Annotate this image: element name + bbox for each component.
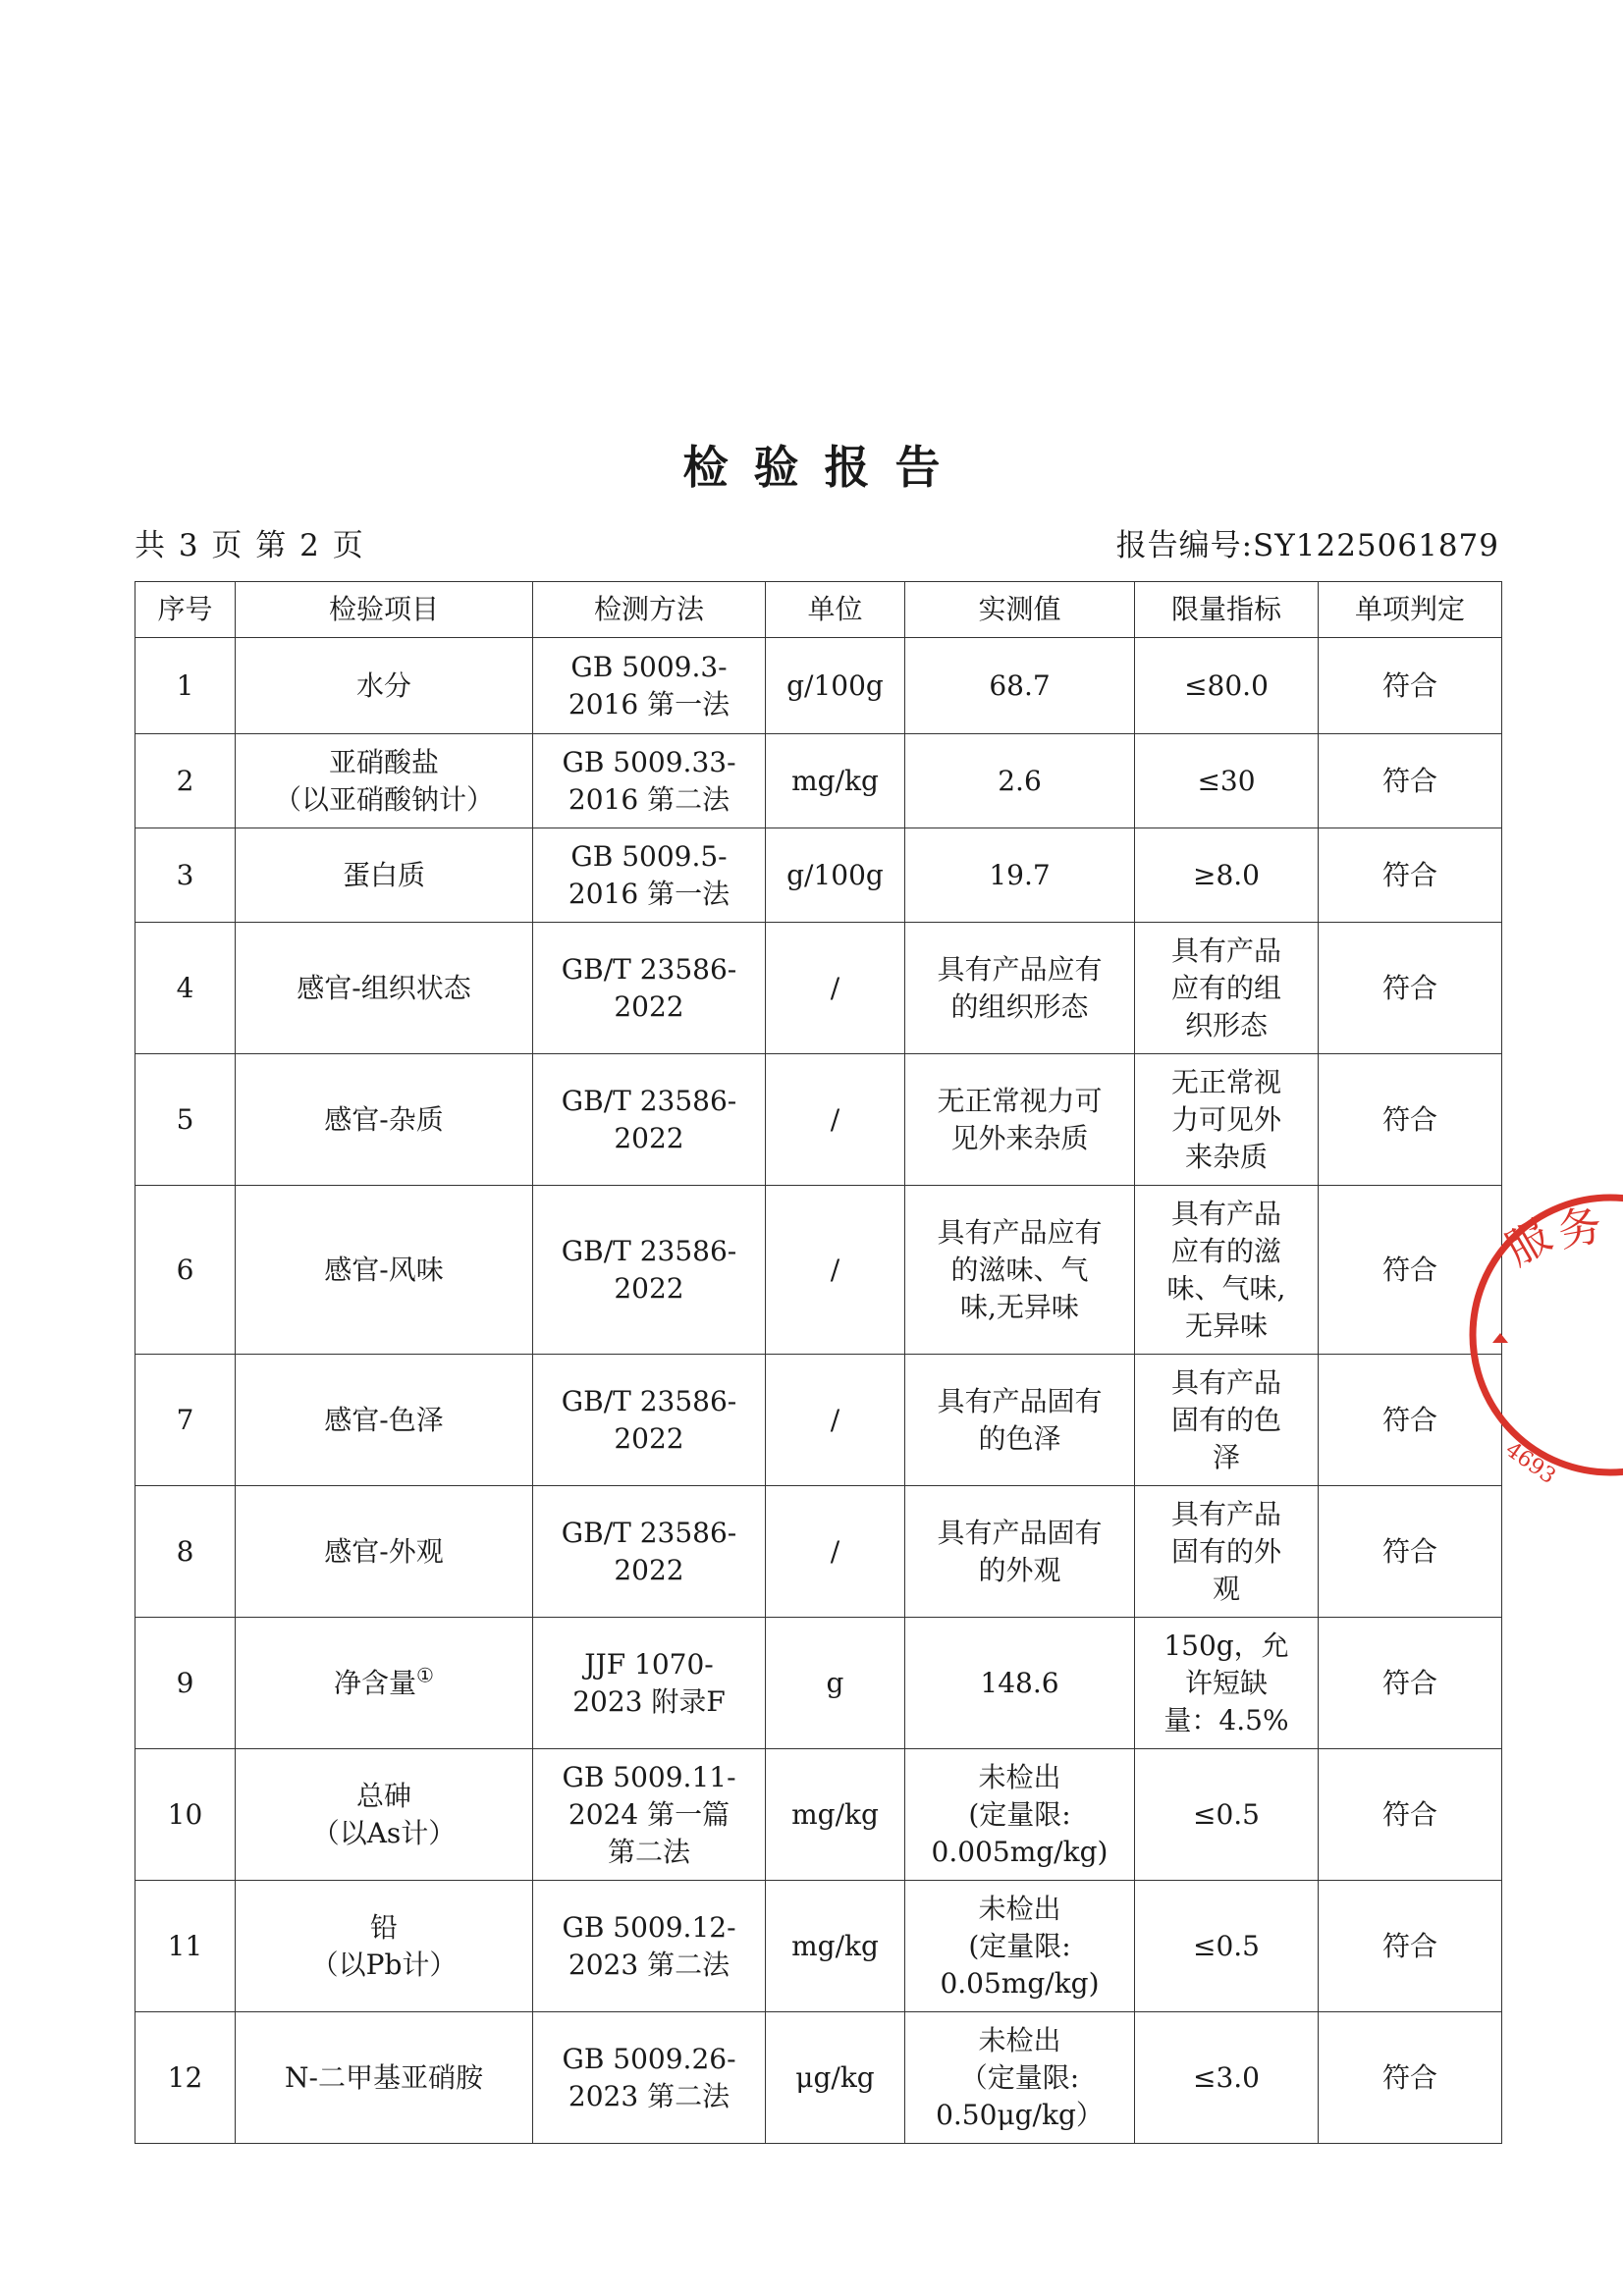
cell-value: 无正常视力可 见外来杂质 bbox=[905, 1054, 1135, 1186]
header-value: 实测值 bbox=[905, 582, 1135, 638]
cell-method: GB 5009.5- 2016 第一法 bbox=[533, 828, 766, 923]
cell-value: 未检出 （定量限: 0.50μg/kg） bbox=[905, 2012, 1135, 2144]
cell-limit: ≤80.0 bbox=[1135, 638, 1319, 734]
cell-no: 3 bbox=[135, 828, 236, 923]
cell-item: N-二甲基亚硝胺 bbox=[236, 2012, 533, 2144]
table-row bbox=[135, 1618, 1502, 1749]
cell-unit: g/100g bbox=[766, 828, 905, 923]
cell-no: 12 bbox=[135, 2012, 236, 2144]
cell-value: 具有产品应有 的滋味、气 味,无异味 bbox=[905, 1186, 1135, 1355]
cell-unit: μg/kg bbox=[766, 2012, 905, 2144]
cell-judge: 符合 bbox=[1319, 1054, 1502, 1186]
cell-value: 19.7 bbox=[905, 828, 1135, 923]
cell-unit: mg/kg bbox=[766, 1881, 905, 2012]
cell-unit: mg/kg bbox=[766, 1749, 905, 1881]
cell-value: 148.6 bbox=[905, 1618, 1135, 1749]
table-row bbox=[135, 2012, 1502, 2144]
cell-item: 净含量① bbox=[236, 1618, 533, 1749]
table-row bbox=[135, 1486, 1502, 1618]
table-row bbox=[135, 638, 1502, 734]
table-row bbox=[135, 1881, 1502, 2012]
cell-judge: 符合 bbox=[1319, 638, 1502, 734]
cell-limit: 具有产品 固有的外 观 bbox=[1135, 1486, 1319, 1618]
cell-item: 亚硝酸盐 （以亚硝酸钠计） bbox=[236, 734, 533, 828]
svg-text:务: 务 bbox=[1554, 1200, 1606, 1257]
cell-value: 2.6 bbox=[905, 734, 1135, 828]
table-row bbox=[135, 734, 1502, 828]
cell-unit: g bbox=[766, 1618, 905, 1749]
table-row bbox=[135, 1186, 1502, 1355]
cell-judge: 符合 bbox=[1319, 828, 1502, 923]
cell-limit: 具有产品 固有的色 泽 bbox=[1135, 1355, 1319, 1486]
report-title: 检验报告 bbox=[682, 441, 966, 494]
header-no: 序号 bbox=[135, 582, 236, 638]
header-judge: 单项判定 bbox=[1319, 582, 1502, 638]
cell-item: 感官-风味 bbox=[236, 1186, 533, 1355]
cell-judge: 符合 bbox=[1319, 923, 1502, 1054]
table-header-row bbox=[135, 582, 1502, 638]
cell-no: 4 bbox=[135, 923, 236, 1054]
cell-limit: ≤0.5 bbox=[1135, 1749, 1319, 1881]
cell-unit: / bbox=[766, 1054, 905, 1186]
cell-judge: 符合 bbox=[1319, 1355, 1502, 1486]
cell-method: GB 5009.33- 2016 第二法 bbox=[533, 734, 766, 828]
header-item: 检验项目 bbox=[236, 582, 533, 638]
cell-method: GB 5009.26- 2023 第二法 bbox=[533, 2012, 766, 2144]
cell-method: GB/T 23586- 2022 bbox=[533, 923, 766, 1054]
cell-item: 感官-色泽 bbox=[236, 1355, 533, 1486]
cell-item: 总砷 （以As计） bbox=[236, 1749, 533, 1881]
cell-unit: / bbox=[766, 1486, 905, 1618]
cell-limit: 具有产品 应有的组 织形态 bbox=[1135, 923, 1319, 1054]
footnote-marker: ① bbox=[416, 1663, 434, 1687]
cell-item: 铅 （以Pb计） bbox=[236, 1881, 533, 2012]
cell-judge: 符合 bbox=[1319, 1186, 1502, 1355]
cell-no: 11 bbox=[135, 1881, 236, 2012]
header-unit: 单位 bbox=[766, 582, 905, 638]
cell-value: 未检出 (定量限: 0.005mg/kg) bbox=[905, 1749, 1135, 1881]
cell-no: 9 bbox=[135, 1618, 236, 1749]
cell-no: 5 bbox=[135, 1054, 236, 1186]
cell-method: GB/T 23586- 2022 bbox=[533, 1054, 766, 1186]
header-limit: 限量指标 bbox=[1135, 582, 1319, 638]
cell-limit: 150g，允 许短缺 量：4.5% bbox=[1135, 1618, 1319, 1749]
cell-judge: 符合 bbox=[1319, 1881, 1502, 2012]
cell-method: GB 5009.3- 2016 第一法 bbox=[533, 638, 766, 734]
header-method: 检测方法 bbox=[533, 582, 766, 638]
cell-item: 感官-组织状态 bbox=[236, 923, 533, 1054]
cell-method: GB 5009.11- 2024 第一篇 第二法 bbox=[533, 1749, 766, 1881]
cell-judge: 符合 bbox=[1319, 1486, 1502, 1618]
cell-item: 感官-杂质 bbox=[236, 1054, 533, 1186]
table-row bbox=[135, 1355, 1502, 1486]
cell-value: 68.7 bbox=[905, 638, 1135, 734]
cell-method: JJF 1070- 2023 附录F bbox=[533, 1618, 766, 1749]
cell-limit: ≤30 bbox=[1135, 734, 1319, 828]
cell-limit: ≤3.0 bbox=[1135, 2012, 1319, 2144]
official-seal bbox=[1463, 1188, 1623, 1490]
cell-judge: 符合 bbox=[1319, 1749, 1502, 1881]
cell-judge: 符合 bbox=[1319, 2012, 1502, 2144]
cell-value: 具有产品固有 的外观 bbox=[905, 1486, 1135, 1618]
cell-no: 6 bbox=[135, 1186, 236, 1355]
cell-limit: ≤0.5 bbox=[1135, 1881, 1319, 2012]
cell-value: 具有产品固有 的色泽 bbox=[905, 1355, 1135, 1486]
cell-judge: 符合 bbox=[1319, 1618, 1502, 1749]
svg-text:服: 服 bbox=[1497, 1210, 1560, 1276]
inspection-table bbox=[135, 581, 1502, 2144]
cell-method: GB/T 23586- 2022 bbox=[533, 1486, 766, 1618]
cell-no: 10 bbox=[135, 1749, 236, 1881]
cell-no: 7 bbox=[135, 1355, 236, 1486]
cell-no: 8 bbox=[135, 1486, 236, 1618]
cell-limit: ≥8.0 bbox=[1135, 828, 1319, 923]
cell-unit: g/100g bbox=[766, 638, 905, 734]
cell-unit: mg/kg bbox=[766, 734, 905, 828]
cell-no: 2 bbox=[135, 734, 236, 828]
cell-no: 1 bbox=[135, 638, 236, 734]
cell-value: 未检出 (定量限: 0.05mg/kg) bbox=[905, 1881, 1135, 2012]
cell-item: 感官-外观 bbox=[236, 1486, 533, 1618]
table-row bbox=[135, 923, 1502, 1054]
cell-method: GB/T 23586- 2022 bbox=[533, 1186, 766, 1355]
cell-method: GB/T 23586- 2022 bbox=[533, 1355, 766, 1486]
cell-unit: / bbox=[766, 1355, 905, 1486]
cell-limit: 具有产品 应有的滋 味、气味, 无异味 bbox=[1135, 1186, 1319, 1355]
cell-judge: 符合 bbox=[1319, 734, 1502, 828]
table-row bbox=[135, 1749, 1502, 1881]
table-row bbox=[135, 828, 1502, 923]
svg-text:4693: 4693 bbox=[1500, 1437, 1560, 1490]
page-info: 共 3 页 第 2 页 bbox=[135, 528, 365, 563]
cell-item: 水分 bbox=[236, 638, 533, 734]
cell-unit: / bbox=[766, 1186, 905, 1355]
table-row bbox=[135, 1054, 1502, 1186]
cell-unit: / bbox=[766, 923, 905, 1054]
cell-method: GB 5009.12- 2023 第二法 bbox=[533, 1881, 766, 2012]
cell-item: 蛋白质 bbox=[236, 828, 533, 923]
report-number: 报告编号:SY1225061879 bbox=[1115, 528, 1499, 563]
cell-value: 具有产品应有 的组织形态 bbox=[905, 923, 1135, 1054]
cell-limit: 无正常视 力可见外 来杂质 bbox=[1135, 1054, 1319, 1186]
